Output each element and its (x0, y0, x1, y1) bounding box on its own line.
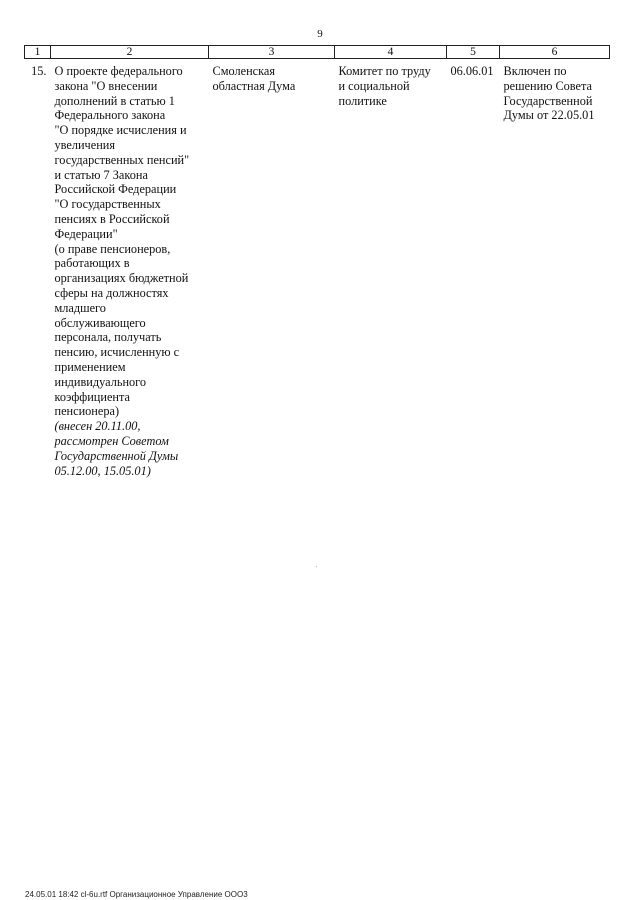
row-number: 15. (31, 64, 47, 78)
bill-title-line: "О государственных (54, 197, 161, 212)
bill-note-line: Государственной Думы (54, 448, 179, 463)
bill-title-line: организациях бюджетной (54, 271, 189, 286)
bill-title-line: сферы на должностях (54, 285, 169, 300)
bill-title-line: закона "О внесении (54, 78, 158, 93)
bill-title-line: индивидуального (54, 374, 147, 389)
bill-title-line: и статью 7 Закона (54, 167, 148, 182)
column-header: 1 (25, 46, 51, 59)
bill-title-line: "О порядке исчисления и (54, 123, 187, 138)
bill-title-line: Федерального закона (54, 108, 166, 123)
bill-title-line: коэффициента (54, 389, 130, 404)
committee-line: политике (338, 93, 387, 108)
bill-title-line: пенсионера) (54, 404, 120, 419)
bill-title-line: персонала, получать (54, 330, 162, 345)
bill-title-line: пенсию, исчисленную с (54, 345, 180, 360)
bill-title-line: пенсиях в Российской (54, 211, 170, 226)
column-number-row (25, 46, 610, 59)
status-cell (500, 59, 610, 479)
initiator-line: Смоленская (212, 64, 276, 78)
column-header: 5 (447, 46, 500, 59)
initiator-line: областная Дума (212, 78, 296, 93)
initiator-cell (209, 59, 335, 479)
page-number: 9 (317, 28, 323, 40)
bill-title-line: увеличения (54, 137, 116, 152)
bill-title-line: младшего (54, 300, 106, 315)
document-footer: 24.05.01 18:42 cl-6u.rtf Организационное Управление ООО3 (25, 890, 248, 899)
bill-title-cell (51, 59, 209, 479)
committee-cell (335, 59, 447, 479)
bill-title-line: применением (54, 359, 126, 374)
status-line: Государственной (503, 93, 593, 108)
column-header: 3 (209, 46, 335, 59)
bill-title-line: Российской Федерации (54, 182, 177, 197)
bill-title-line: дополнений в статью 1 (54, 93, 175, 108)
status-line: Думы от 22.05.01 (503, 108, 595, 123)
bill-note-line: (внесен 20.11.00, (54, 419, 141, 434)
bill-title-line: О проекте федерального (54, 64, 183, 78)
bill-note-line: 05.12.00, 15.05.01) (54, 463, 151, 478)
status-line: решению Совета (503, 78, 592, 93)
column-header: 6 (500, 46, 610, 59)
status-line: Включен по (503, 64, 567, 78)
scan-speck (316, 566, 317, 567)
bill-title-line: обслуживающего (54, 315, 146, 330)
date-cell: 06.06.01 (450, 64, 494, 78)
bill-title-line: государственных пенсий" (54, 152, 190, 167)
bill-title-line: работающих в (54, 256, 130, 271)
bills-table (24, 45, 610, 478)
column-header: 4 (335, 46, 447, 59)
bill-title-line: (о праве пенсионеров, (54, 241, 171, 256)
column-header: 2 (51, 46, 209, 59)
table-row (25, 59, 610, 479)
committee-line: и социальной (338, 78, 410, 93)
committee-line: Комитет по труду (338, 64, 431, 78)
bill-title-line: Федерации" (54, 226, 118, 241)
bill-note-line: рассмотрен Советом (54, 433, 169, 448)
